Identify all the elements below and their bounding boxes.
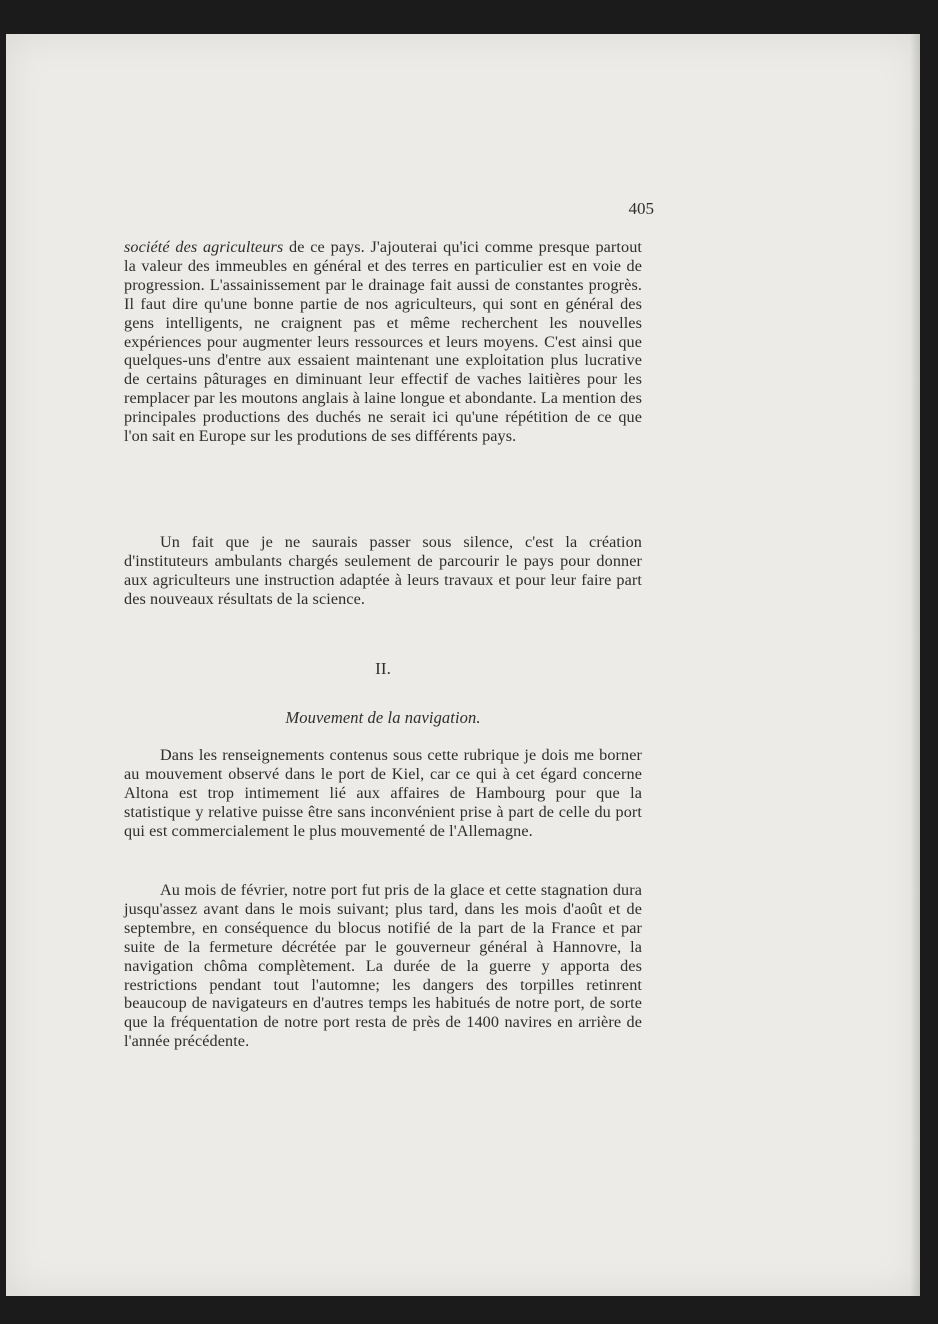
- paragraph-1: [124, 238, 642, 446]
- paragraph-4: Au mois de février, notre port fut pris de la glace et cette stagnation dura jusqu'assez avant dans le mois suivant; plus tard, dans les mois d'août et de septembre, en conséquence du blocus notifié de la part de la France et par suite de la fermeture décrétée par le gouverneur général à Hannovre, la navigation chôma complètement. La durée de la guerre y apporta des restrictions pendant tout l'automne; les dangers des torpilles retinrent beaucoup de navigateurs en d'autres temps les habitués de notre port, de sorte que la fréquentation de notre port resta de près de 1400 navires en arrière de l'année précédente.: [124, 881, 642, 1051]
- paragraph-1-text: de ce pays. J'ajouterai qu'ici comme presque partout la valeur des immeubles en général et des terres en particulier est en voie de progression. L'assainissement par le drainage fait aussi de constantes progrès. Il faut dire qu'une bonne partie de nos agriculteurs, qui sont en général des gens intelligents, ne craignent pas et même recherchent les nouvelles expériences pour augmenter leurs ressources et leurs moyens. C'est ainsi que quelques-uns d'entre aux essaient maintenant une exploitation plus lucrative de certains pâturages en diminuant leur effectif de vaches laitières pour les remplacer par les moutons anglais à laine longue et abondante. La mention des principales productions des duchés ne serait ici qu'une répétition de ce que l'on sait en Europe sur les produtions de ses différents pays.: [124, 238, 642, 446]
- paragraph-3: Dans les renseignements contenus sous cette rubrique je dois me borner au mouvement observé dans le port de Kiel, car ce qui à cet égard concerne Altona est trop intimement lié aux affaires de Hambourg pour que la statistique y relative puisse être sans inconvénient prise à part de celle du port qui est commercialement le plus mouvementé de l'Allemagne.: [124, 746, 642, 840]
- section-number: II.: [375, 659, 391, 678]
- paper-sheet: [6, 34, 920, 1296]
- page-number: 405: [628, 199, 654, 218]
- section-title: Mouvement de la navigation.: [285, 708, 481, 727]
- paragraph-2: Un fait que je ne saurais passer sous silence, c'est la création d'instituteurs ambulants chargés seulement de parcourir le pays pour donner aux agriculteurs une instruction adaptée à leurs travaux et pour leur faire part des nouveaux résultats de la science.: [124, 533, 642, 608]
- italic-phrase: société des agriculteurs: [124, 238, 284, 256]
- page-edge-shadow: [910, 34, 920, 1296]
